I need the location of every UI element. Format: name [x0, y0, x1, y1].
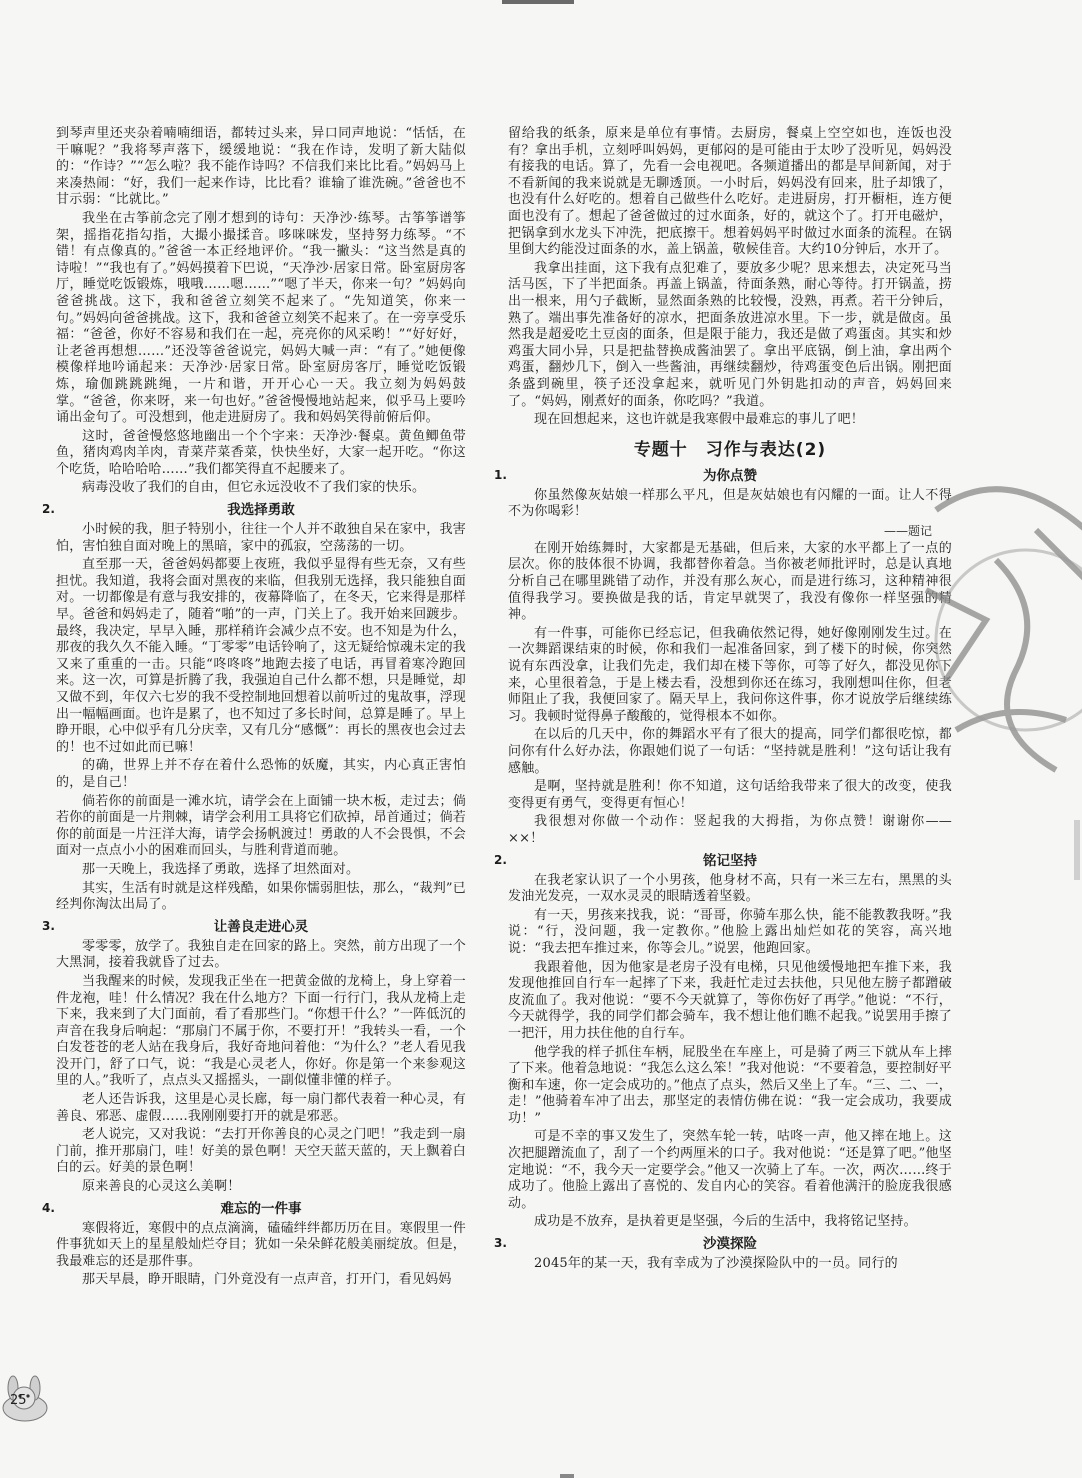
paragraph: 其实，生活有时就是这样残酷，如果你懦弱胆怯，那么，“裁判”已经判你淘汰出局了。: [56, 880, 466, 913]
essay-heading: [494, 1234, 952, 1254]
paragraph: 到琴声里还夹杂着喃喃细语，都转过头来，异口同声地说：“恬恬，在干嘛呢？”我将琴声落下，缓缓地说：“我在作诗，发明了新大陆似的：“作诗？”“怎么啦？我不能作诗吗？不信我们来比比看。”妈妈马上来凑热闹：“好，我们一起来作诗，比比看？谁输了谁洗碗。”爸爸也不甘示弱：“比就比。”: [56, 126, 466, 208]
essay-title: 我选择勇敢: [227, 502, 295, 519]
paragraph: 有一天，男孩来找我，说：“哥哥，你骑车那么快，能不能教教我呀。”我说：“行，没问题，我一定教你。”他脸上露出灿烂如花的笑容，高兴地说：“我去把车推过来，你等会儿。”说罢，他跑回家。: [508, 907, 952, 956]
paragraph: 直至那一天，爸爸妈妈都要上夜班，我似乎显得有些无奈，又有些担忧。我知道，我将会面对黑夜的来临，但我别无选择，我只能独自面对。一切都像是有意与我安排的，夜幕降临了，在冬天，它来得是那样早。爸爸和妈妈走了，随着“啪”的一声，门关上了。我开始来回踱步。最终，我决定，早早入睡，那样稍许会减少点不安。也不知是为什么，那夜的我久久不能入睡。“丁零零”电话铃响了，这无疑给惊魂未定的我又来了重重的一击。只能“咚咚咚”地跑去接了电话，再冒着寒冷跑回来。这一次，可算是折腾了我，我强迫自己什么都不想，只是睡觉，却又做不到，年仅六七岁的我不受控制地回想着以前听过的鬼故事，浮现出一幅幅画面。也许是累了，也不知过了多长时间，总算是睡了。早上睁开眼，心中似乎有几分庆幸，又有几分“感慨”：再长的黑夜也会过去的！也不过如此而已嘛！: [56, 557, 466, 755]
essay-heading: [494, 851, 952, 871]
paragraph: 倘若你的前面是一滩水坑，请学会在上面铺一块木板，走过去；倘若你的前面是一片荆棘，请学会利用工具将它们砍掉，昂首通过；倘若你的前面是一片汪洋大海，请学会扬帆渡过！勇敢的人不会畏惧，不会面对一点点小小的困难而回头，与胜利背道而驰。: [56, 793, 466, 859]
paragraph: 小时候的我，胆子特别小，往往一个人并不敢独自呆在家中，我害怕，害怕独自面对晚上的黑暗，家中的孤寂，空荡荡的一切。: [56, 522, 466, 554]
paragraph: 留给我的纸条，原来是单位有事情。去厨房，餐桌上空空如也，连饭也没有？拿出手机，立刻呼叫妈妈，更郁闷的是可能由于太吵了没听见，妈妈没有接我的电话。算了，先看一会电视吧。各频道播出的都是早间新闻，对于不看新闻的我来说就是无聊透顶。一小时后，妈妈没有回来，肚子却饿了，也没有什么好吃的。想着自己做些什么吃好。走进厨房，打开橱柜，连方便面也没有了。想起了爸爸做过的过水面条，好的，就这个了。打开电磁炉，把锅拿到水龙头下冲洗，把底擦干。想着妈妈平时做过水面条的流程。在锅里倒大约能没过面条的水，盖上锅盖，敬候佳音。大约10分钟后，水开了。: [508, 126, 952, 258]
essay-heading: [42, 1199, 466, 1219]
left-column: [42, 126, 466, 1291]
paragraph: 我拿出挂面，这下我有点犯难了，要放多少呢？思来想去，决定死马当活马医，下了半把面条。再盖上锅盖，待面条熟，耐心等待。打开锅盖，捞出一根来，用勺子截断，显然面条熟的比较慢，没熟，再煮。若干分钟后，熟了。端出事先准备好的凉水，把面条放进凉水里。下一步，就是做卤。虽然我是超爱吃土豆卤的面条，但是限于能力，我还是做了鸡蛋卤。其实和炒鸡蛋大同小异，只是把盐替换成酱油罢了。拿出平底锅，倒上油，拿出两个鸡蛋，翻炒几下，倒入一些酱油，再继续翻炒，待鸡蛋变色后出锅。刚把面条盛到碗里，筷子还没拿起来，就听见门外钥匙扣动的声音，妈妈回来了。“妈妈，刚煮好的面条，你吃吗？”我道。: [508, 260, 952, 409]
paragraph: 我跟着他，因为他家是老房子没有电梯，只见他缓慢地把车推下来，我发现他推回自行车一起摔了下来，我赶忙走过去扶他，只见他左膀子都蹭破皮流血了。我对他说：“要不今天就算了，等你伤好了再学。”他说：“不行，今天就得学，我的同学们都会骑车，我不想让他们瞧不起我。”说罢用手擦了一把汗，用力扶住他的自行车。: [508, 959, 952, 1041]
epigraph-label: ——题记: [883, 523, 932, 538]
essay-title: 让善良走进心灵: [213, 918, 309, 935]
essay-number: 1.: [494, 467, 507, 482]
paragraph: 老人说完，又对我说：“去打开你善良的心灵之门吧！”我走到一扇门前，推开那扇门，哇！好美的景色啊！天空天蓝天蓝的，天上飘着白白的云。好美的景色啊！: [56, 1127, 466, 1176]
essay-title: 难忘的一件事: [220, 1200, 302, 1217]
essay-heading: [494, 466, 952, 486]
essay-number: 2.: [494, 852, 507, 867]
page-edge-mark: [1074, 820, 1080, 880]
top-edge-mark: [502, 0, 574, 4]
paragraph: 他学我的样子抓住车柄，屁股坐在车座上，可是骑了两三下就从车上摔了下来。他着急地说：“我怎么这么笨！”我对他说：“不要着急，要控制好平衡和车速，你一定会成功的。”他点了点头，然后又坐上了车。“三、二、一，走！”他骑着车冲了出去，那坚定的表情仿佛在说：“我一定会成功，我要成功！”: [508, 1044, 952, 1126]
paragraph: 原来善良的心灵这么美啊！: [82, 1179, 241, 1195]
paragraph: 那天早晨，睁开眼睛，门外竟没有一点声音，打开门，看见妈妈: [82, 1272, 452, 1288]
essay-number: 3.: [42, 918, 55, 933]
page-number: 25: [10, 1393, 27, 1408]
essay-number: 3.: [494, 1236, 507, 1251]
essay-title: 为你点赞: [703, 467, 757, 484]
paragraph: 这时，爸爸慢悠悠地幽出一个个字来：天净沙·餐桌。黄鱼鲫鱼带鱼，猪肉鸡肉羊肉，青菜芹菜香菜，快快坐好，大家一起开吃。“你这个吃货，哈哈哈哈……”我们都笑得直不起腰来了。: [56, 428, 466, 477]
paragraph: 的确，世界上并不存在着什么恐怖的妖魔，其实，内心真正害怕的，是自己！: [56, 758, 466, 790]
essay-number: 4.: [42, 1200, 55, 1215]
paragraph: 是啊，坚持就是胜利！你不知道，这句话给我带来了很大的改变，使我变得更有勇气，变得更有恒心！: [508, 779, 952, 811]
stamp-watermark-icon: [916, 470, 1082, 810]
paragraph: 当我醒来的时候，发现我正坐在一把黄金做的龙椅上，身上穿着一件龙袍，哇！什么情况？我在什么地方？下面一行行门，我从龙椅上走下来，我来到了大门面前，看了看那些门。“你想干什么？”一阵低沉的声音在我身后响起：“那扇门不属于你，不要打开！”我转头一看，一个白发苍苍的老人站在我身后，我好奇地问着他：“为什么？”老人看见我没开门，舒了口气，说：“我是心灵老人，你好。你是第一个来参观这里的人。”我听了，点点头又摇摇头，一副似懂非懂的样子。: [56, 973, 466, 1089]
paragraph: 可是不幸的事又发生了，突然车轮一转，咕咚一声，他又摔在地上。这次把腿蹭流血了，刮了一个约两厘米的口子。我对他说：“还是算了吧。”他坚定地说：“不，我今天一定要学会。”他又一次骑上了车。一次，两次……终于成功了。他脸上露出了喜悦的、发自内心的笑容。看着他满汗的脸庞我很感动。: [508, 1129, 952, 1211]
paragraph: 我很想对你做一个动作：竖起我的大拇指，为你点赞！谢谢你——××！: [508, 814, 952, 846]
paragraph: 2045年的某一天，我有幸成为了沙漠探险队中的一员。同行的: [534, 1256, 898, 1272]
paragraph: 那一天晚上，我选择了勇敢，选择了坦然面对。: [82, 861, 360, 877]
paragraph: 寒假将近，寒假中的点点滴滴，磕磕绊绊都历历在目。寒假里一件件事犹如天上的星星般灿烂夺目；犹如一朵朵鲜花般美丽绽放。但是，我最难忘的还是那件事。: [56, 1220, 466, 1269]
essay-title: 铭记坚持: [703, 852, 757, 869]
paragraph: 你虽然像灰姑娘一样那么平凡，但是灰姑娘也有闪耀的一面。让人不得不为你喝彩！: [508, 487, 952, 520]
essay-number: 2.: [42, 502, 55, 517]
essay-title: 沙漠探险: [703, 1236, 757, 1253]
topic-heading: 专题十 习作与表达(2): [633, 439, 827, 460]
paragraph: 老人还告诉我，这里是心灵长廊，每一扇门都代表着一种心灵，有善良、邪恶、虚假……我刚刚要打开的就是邪恶。: [56, 1092, 466, 1124]
paragraph: 现在回想起来，这也许就是我寒假中最难忘的事儿了吧！: [534, 412, 865, 428]
paragraph: 成功是不放弃，是执着更是坚强，今后的生活中，我将铭记坚持。: [534, 1214, 917, 1230]
paragraph: 我坐在古筝前念完了刚才想到的诗句：天净沙·练琴。古筝筝谱筝架，摇指花指勾指，大撮小撮揉音。哆咪咪发，坚持努力练琴。“不错！有点像真的。”爸爸一本正经地评价。“我一撇头：“这当然是真的诗啦！”“我也有了。”妈妈摸着下巴说，“天净沙·居家日常。卧室厨房客厅，睡觉吃饭锻炼，哦哦……嗯……”“嗯了半天，你来一句？”妈妈向爸爸挑战。这下，我和爸爸立刻笑不起来了。“先知道笑，你来一句。”妈妈向爸爸挑战。这下，我和爸爸立刻笑不起来了。在一旁享受乐福：“爸爸，你好不容易和我们在一起，亮亮你的风采哟！”“好好好，让老爸再想想……”还没等爸爸说完，妈妈大喊一声：“有了。”她便像模像样地吟诵起来：天净沙·居家日常。卧室厨房客厅，睡觉吃饭锻炼，瑜伽跳跳跳绳，一片和谐，开开心心一天。我立刻为妈妈鼓掌。“爸爸，你来呀，来一句也好。”爸爸慢慢地站起来，似乎马上要吟诵出金句了。可没想到，他走进厨房了。我和妈妈笑得前俯后仰。: [56, 210, 466, 426]
paragraph: 病毒没收了我们的自由，但它永远没收不了我们家的快乐。: [82, 480, 426, 496]
paragraph: 在刚开始练舞时，大家都是无基础，但后来，大家的水平都上了一点的层次。你的肢体很不协调，我都替你着急。当你被老师批评时，总是认真地分析自己在哪里跳错了动作，并没有那么灰心，而是进行练习，这种精神很值得我学习。要换做是我的话，肯定早就哭了，我没有像你一样坚强的精神。: [508, 540, 952, 623]
right-column: [494, 126, 952, 1275]
essay-heading: [42, 500, 466, 520]
paragraph: 有一件事，可能你已经忘记，但我确依然记得，她好像刚刚发生过。在一次舞蹈课结束的时候，你和我们一起准备回家，到了楼下的时候，你突然说有东西没拿，让我们先走，我们却在楼下等你，可等了好久，都没见你下来，心里很着急，于是上楼去看，没想到你还在练习，我刚想叫住你，但老师阻止了我，我便回家了。隔天早上，我问你这件事，你才说放学后继续练习。我顿时觉得鼻子酸酸的，觉得根本不如你。: [508, 625, 952, 724]
essay-heading: [42, 917, 466, 937]
bottom-edge-mark: [560, 1474, 574, 1478]
paragraph: 零零零，放学了。我独自走在回家的路上。突然，前方出现了一个大黑洞，接着我就昏了过去。: [56, 938, 466, 971]
paragraph: 在我老家认识了一个小男孩，他身材不高，只有一米三左右，黑黑的头发油光发亮，一双水灵灵的眼睛透着坚毅。: [508, 872, 952, 905]
paragraph: 在以后的几天中，你的舞蹈水平有了很大的提高，同学们都很吃惊，都问你有什么好办法，你跟她们说了一句话：“坚持就是胜利！”这句话让我有感触。: [508, 727, 952, 776]
